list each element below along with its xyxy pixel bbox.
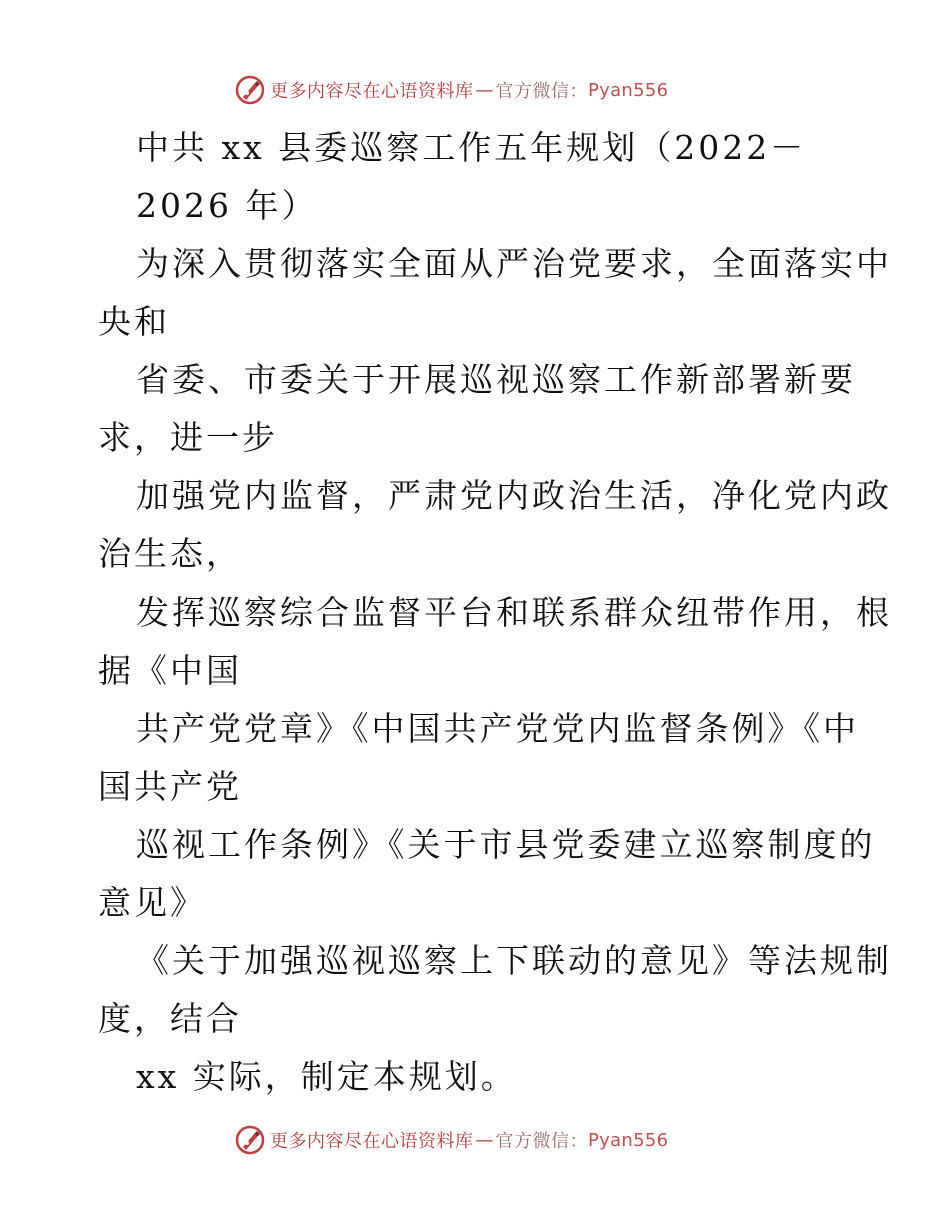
- watermark-dash: —: [475, 1129, 494, 1151]
- doc-text-line: xx 实际，制定本规划。: [136, 1057, 517, 1096]
- watermark-account: Pyan556: [588, 1129, 669, 1151]
- watermark-brand-text: 更多内容尽在心语资料库: [270, 1131, 474, 1152]
- doc-text-line: 巡视工作条例》《关于市县党委建立巡察制度的: [136, 825, 876, 864]
- doc-text-line: 《关于加强巡视巡察上下联动的意见》等法规制: [136, 941, 892, 980]
- doc-text-line: 央和: [98, 302, 170, 341]
- pen-circle-logo-icon: [234, 1124, 266, 1156]
- watermark-label: 官方微信：: [495, 1131, 588, 1152]
- doc-text-line: 治生态，: [98, 534, 242, 573]
- doc-text-line: 度，结合: [98, 999, 242, 1038]
- doc-title-line-1: 中共 xx 县委巡察工作五年规划（2022－: [136, 128, 807, 167]
- header-watermark: [234, 72, 668, 108]
- doc-text-line: 国共产党: [98, 767, 242, 806]
- doc-text-line: 省委、市委关于开展巡视巡察工作新部署新要: [136, 360, 856, 399]
- doc-text-line: 共产党党章》《中国共产党党内监督条例》《中: [136, 709, 859, 748]
- pen-circle-logo-icon: [234, 74, 266, 106]
- watermark-account: Pyan556: [588, 79, 669, 101]
- doc-text-line: 意见》: [98, 883, 206, 922]
- footer-watermark: [234, 1122, 668, 1158]
- doc-text-line: 发挥巡察综合监督平台和联系群众纽带作用，根: [136, 593, 892, 632]
- doc-text-line: 据《中国: [98, 651, 242, 690]
- doc-text-line: 为深入贯彻落实全面从严治党要求，全面落实中: [136, 244, 892, 283]
- watermark-label: 官方微信：: [495, 81, 588, 102]
- doc-title-line-2: 2026 年）: [136, 186, 318, 225]
- watermark-dash: —: [475, 79, 494, 101]
- doc-text-line: 加强党内监督，严肃党内政治生活，净化党内政: [136, 476, 892, 515]
- watermark-brand-text: 更多内容尽在心语资料库: [270, 81, 474, 102]
- doc-text-line: 求，进一步: [98, 418, 278, 457]
